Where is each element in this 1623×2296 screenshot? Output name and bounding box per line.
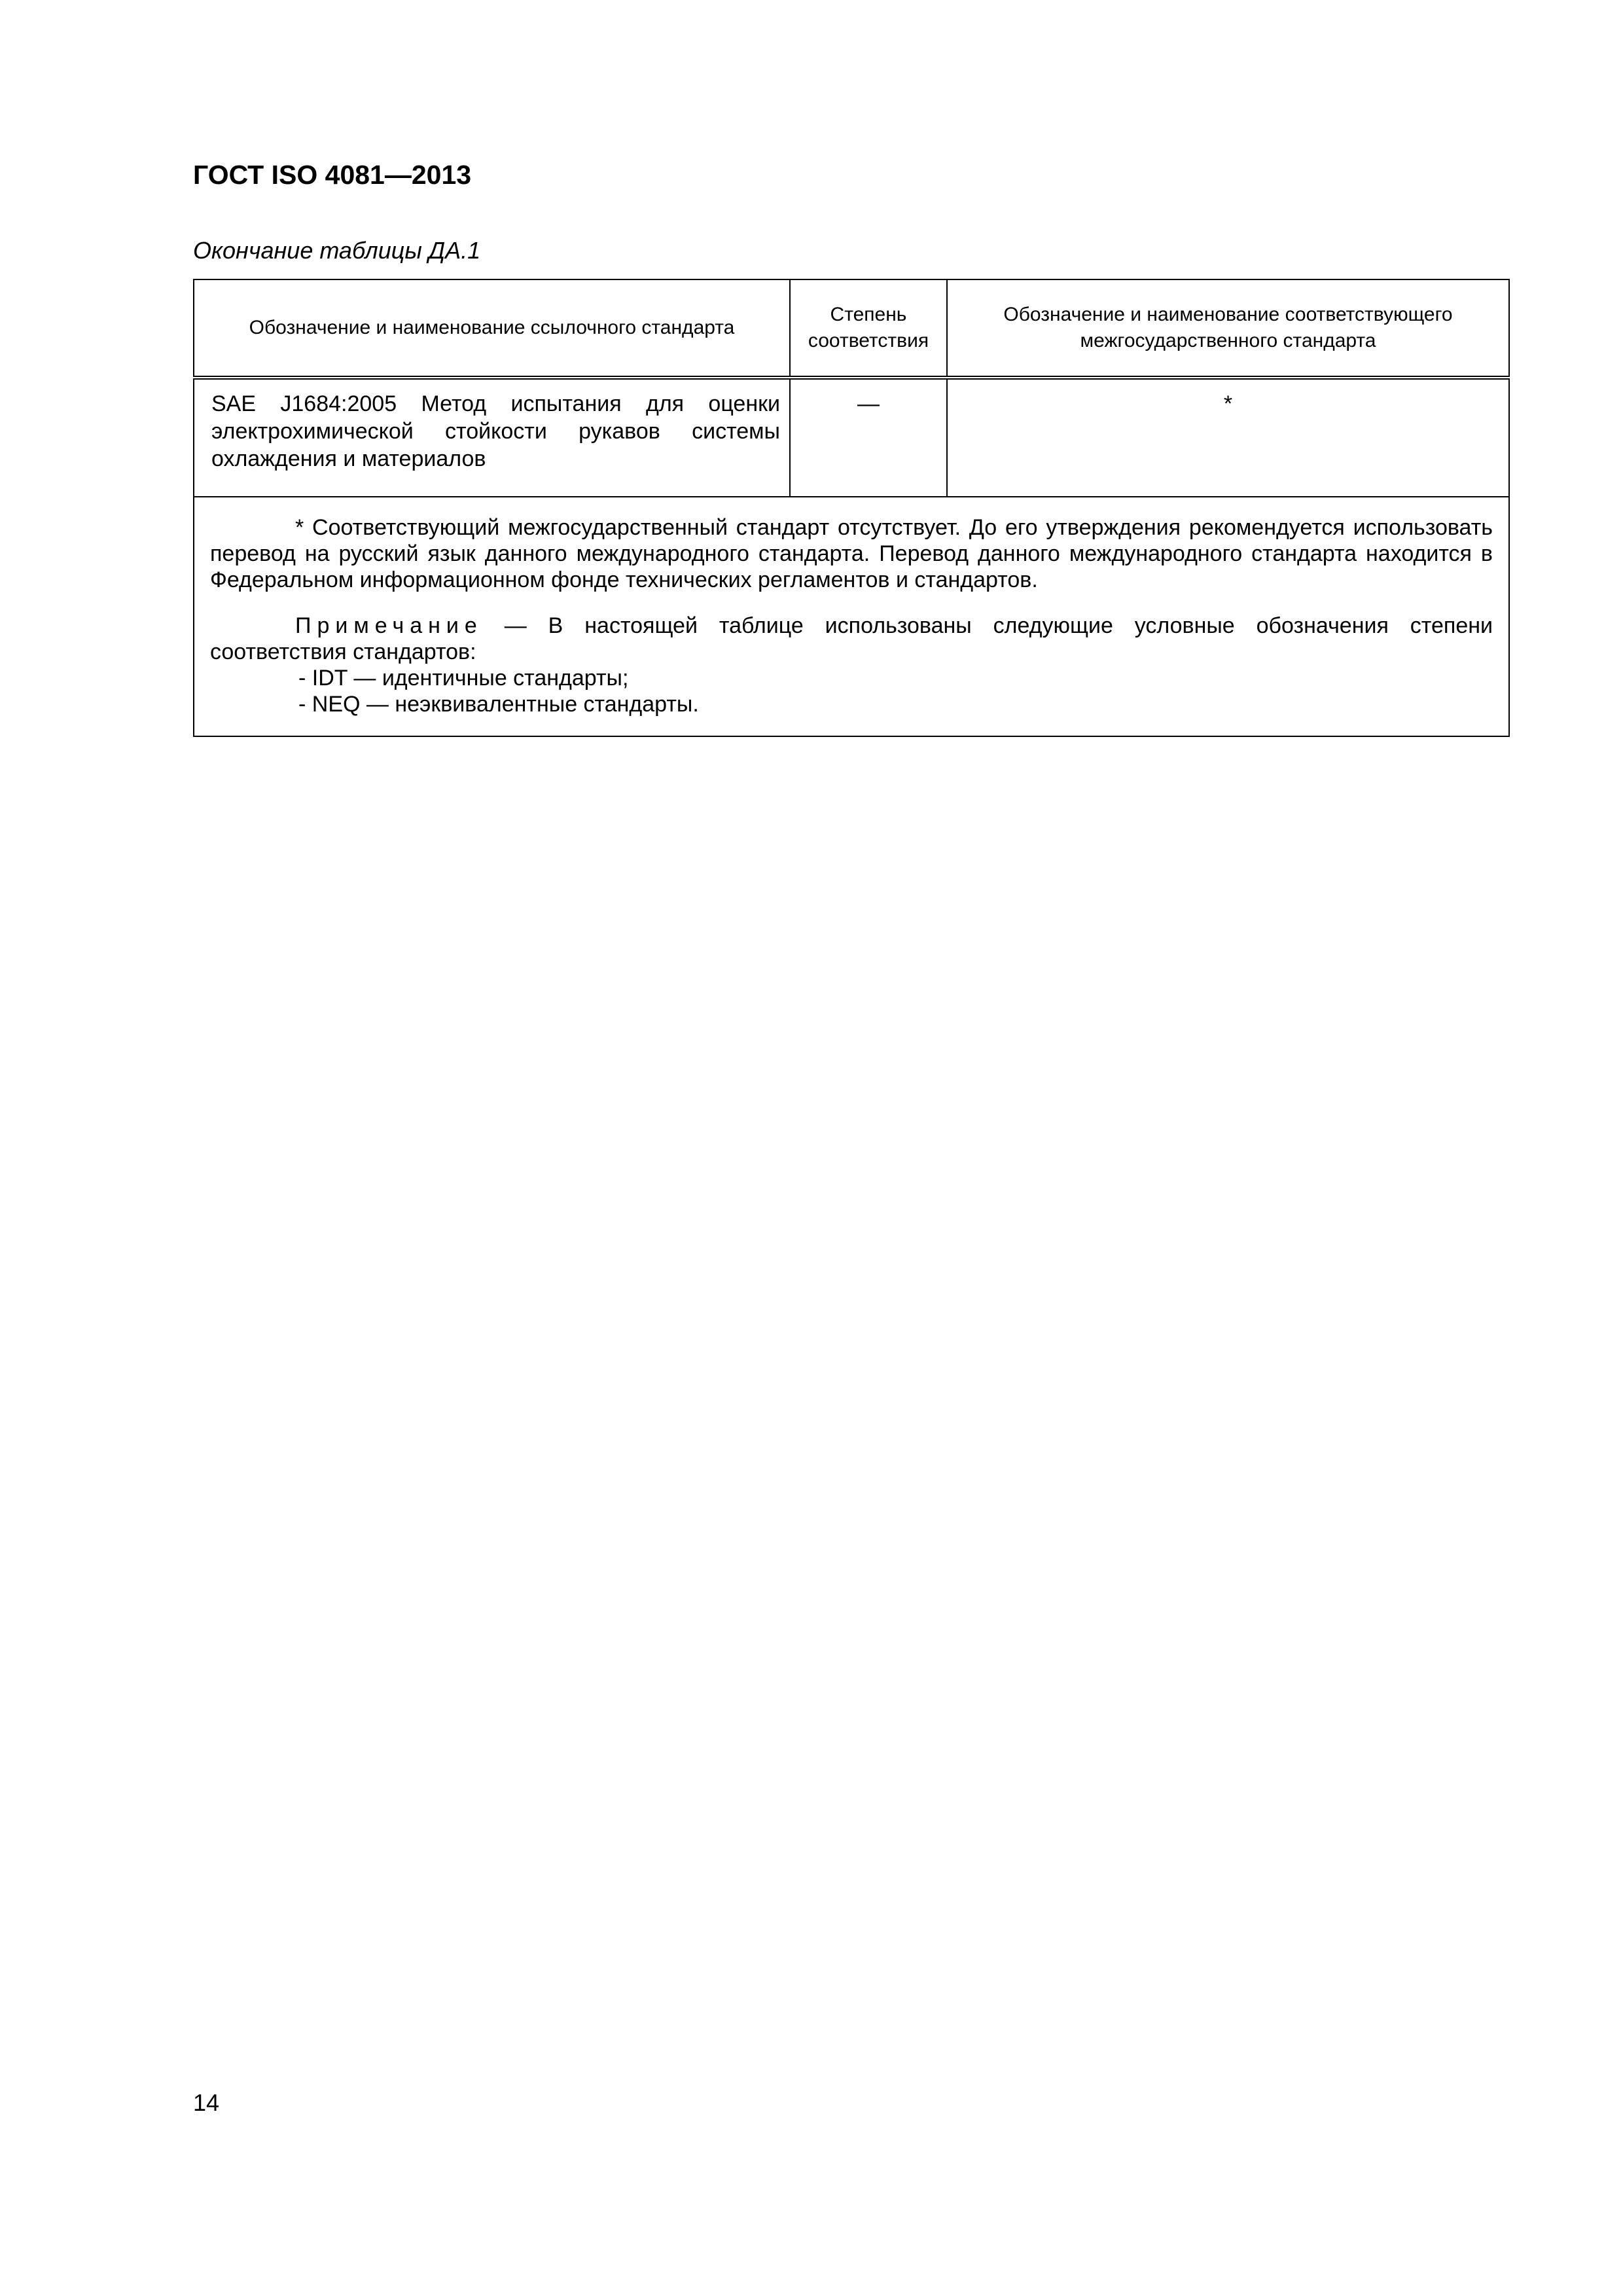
table-header-row xyxy=(194,279,1509,378)
note-text: — В настоящей таблице использованы следующие условные обозначения степени соответствия стандартов: xyxy=(210,613,1493,664)
table-caption: Окончание таблицы ДА.1 xyxy=(193,237,481,264)
column-header-reference: Обозначение и наименование ссылочного стандарта xyxy=(194,279,790,378)
column-header-interstate: Обозначение и наименование соответствующего межгосударственного стандарта xyxy=(947,279,1509,378)
list-item: - NEQ — неэквивалентные стандарты. xyxy=(298,692,699,717)
note-label: Примечание xyxy=(295,613,483,638)
interstate-standard-cell: * xyxy=(947,378,1509,497)
note-paragraph xyxy=(210,613,1493,665)
footnote-text: * Соответствующий межгосударственный стандарт отсутствует. До его утверждения рекомендуется использовать перевод на русский язык данного международного стандарта. Перевод данного международного стандарта находится в Федеральном информационном фонде технических регламентов и стандартов. xyxy=(210,515,1493,592)
notes-cell xyxy=(194,497,1509,736)
reference-table xyxy=(193,279,1510,737)
document-header: ГОСТ ISO 4081—2013 xyxy=(193,160,472,190)
degree-of-correspondence-cell: — xyxy=(790,378,947,497)
note-list xyxy=(210,665,1493,717)
reference-standard-cell: SAE J1684:2005 Метод испытания для оценки электрохимической стойкости рукавов системы охлаждения и материалов xyxy=(194,378,790,497)
column-header-degree: Степень соответствия xyxy=(790,279,947,378)
page-number: 14 xyxy=(193,2089,220,2116)
table-row xyxy=(194,378,1509,497)
list-item: - IDT — идентичные стандарты; xyxy=(298,666,629,691)
notes-row xyxy=(194,497,1509,736)
